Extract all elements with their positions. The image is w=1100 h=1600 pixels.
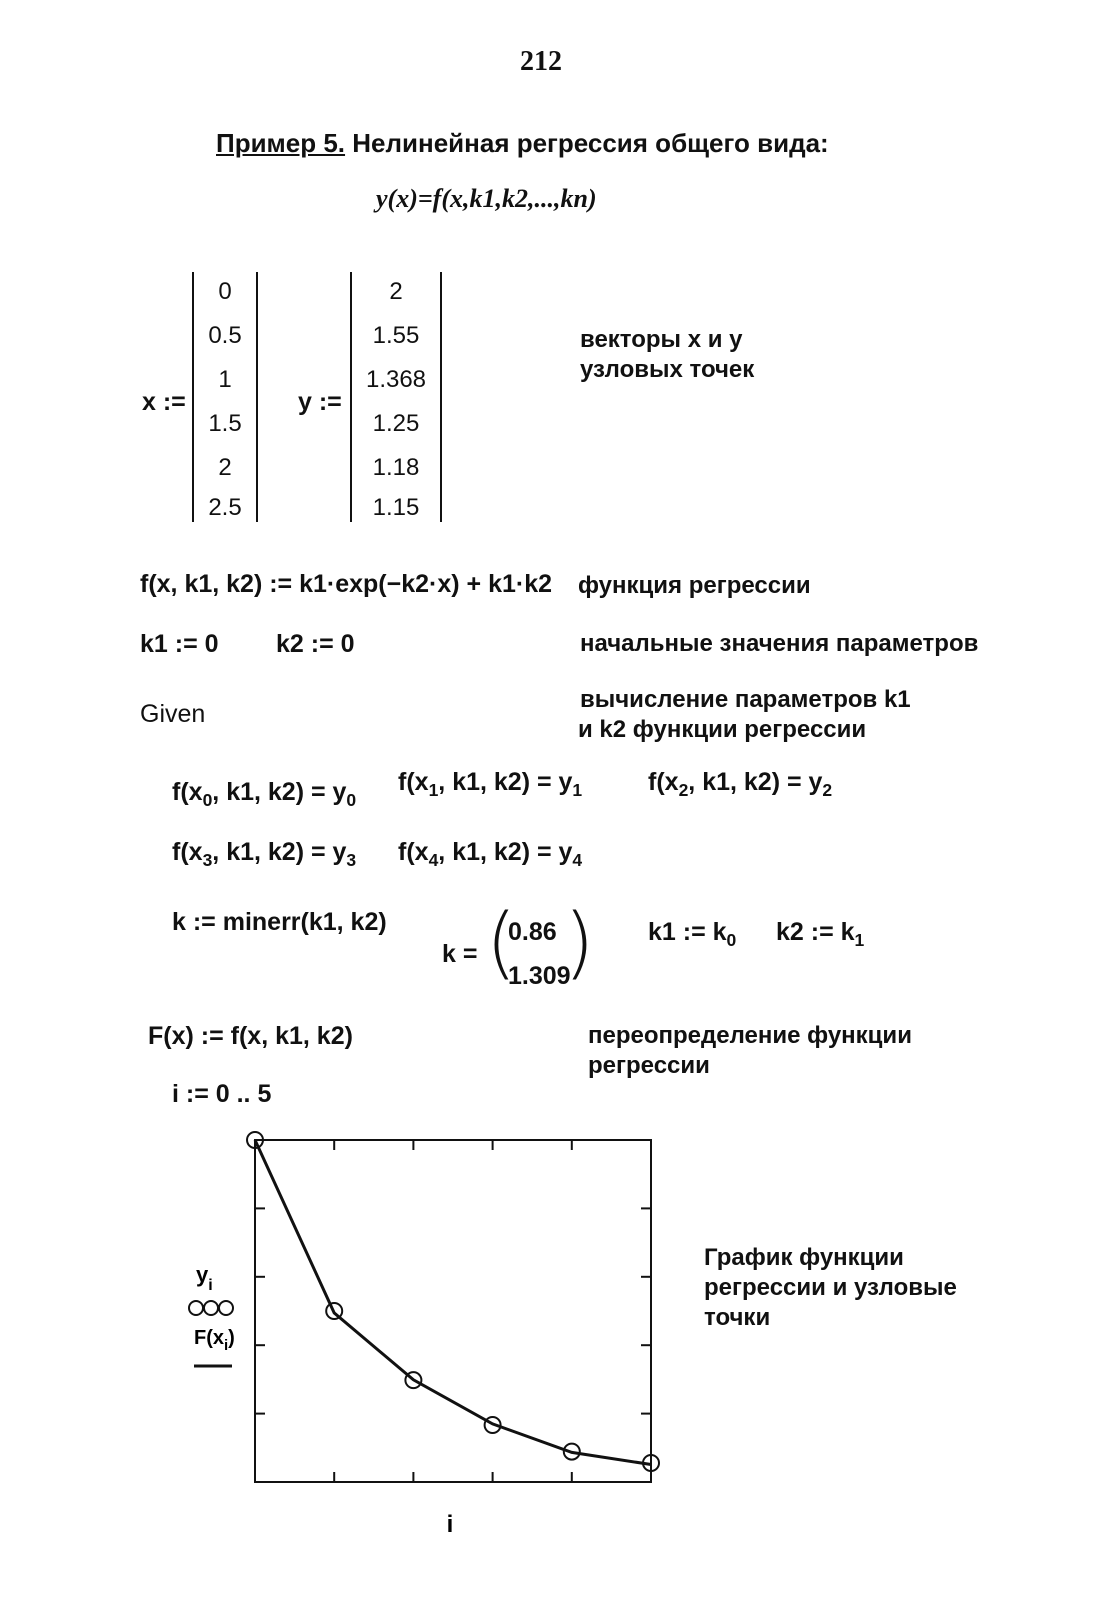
redefine-formula: F(x) := f(x, k1, k2): [148, 1022, 353, 1050]
general-formula: y(x)=f(x,k1,k2,...,kn): [376, 184, 597, 213]
vectors-comment-line1: векторы x и y: [580, 326, 743, 353]
chart-ticks: [255, 1140, 651, 1482]
x-value: 0: [218, 278, 232, 305]
legend-circle-markers: [189, 1301, 233, 1315]
chart-frame: [255, 1140, 651, 1482]
legend-f: $F(x_i)$: [194, 1327, 235, 1354]
regression-curve: [255, 1140, 651, 1465]
y-vector: [350, 272, 442, 522]
function-definition: f(x, k1, k2) := k1·exp(−k2·x) + k1·k2: [140, 570, 553, 598]
x-vector: [192, 272, 258, 522]
y-value: 1.368: [365, 366, 427, 393]
range-definition: i := 0 .. 5: [172, 1080, 272, 1108]
page-number: 212: [520, 46, 562, 77]
data-markers: [247, 1132, 659, 1471]
k2-initial: k2 := 0: [276, 630, 355, 658]
equation-1: $f(x_1$, k1, $k2) = y_1$: [398, 768, 583, 801]
k-result-value: 0.86: [508, 918, 557, 946]
right-paren: ): [564, 898, 595, 988]
given-keyword: Given: [140, 700, 206, 728]
given-comment-line2: и k2 функции регрессии: [578, 716, 867, 743]
k2-assign: k2 := $k_1$: [776, 918, 865, 951]
vectors-comment-line2: узловых точек: [580, 356, 755, 383]
x-value: 1.5: [208, 410, 242, 437]
y-value: 1.25: [372, 410, 420, 437]
x-value: 2.5: [208, 494, 242, 521]
regression-chart: [180, 1130, 680, 1550]
chart-caption-line1: График функции: [704, 1244, 904, 1271]
left-paren: (: [486, 898, 517, 988]
redefine-comment-line2: регрессии: [588, 1052, 710, 1079]
x-value: 0.5: [208, 322, 242, 349]
k-result-value: 1.309: [508, 962, 571, 990]
x-axis-label: i: [446, 1511, 454, 1538]
equation-2: $f(x_2$, k1, $k2) = y_2$: [648, 768, 833, 801]
k1-assign: k1 := $k_0$: [648, 918, 737, 951]
equation-4: $f(x_4$, k1, $k2) = y_4$: [398, 838, 583, 871]
x-vector-label: x :=: [142, 388, 186, 416]
chart-caption-line2: регрессии и узловые: [704, 1274, 957, 1301]
function-comment: функция регрессии: [578, 572, 811, 599]
x-value: 1: [218, 366, 232, 393]
minerr-call: k := minerr(k1, k2): [172, 908, 387, 936]
y-value: 2: [389, 278, 403, 305]
given-comment-line1: вычисление параметров k1: [580, 686, 911, 713]
chart-caption-line3: точки: [704, 1304, 771, 1331]
example-heading: Нелинейная регрессия общего вида:: [345, 128, 829, 158]
equation-0: $f(x_0$, k1, $k2) = y_0$: [172, 778, 357, 811]
redefine-comment-line1: переопределение функции: [588, 1022, 912, 1049]
k1-initial: k1 := 0: [140, 630, 219, 658]
y-vector-label: y :=: [298, 388, 342, 416]
x-value: 2: [218, 454, 232, 481]
equation-3: $f(x_3$, k1, $k2) = y_3$: [172, 838, 357, 871]
k-result-label: k =: [442, 940, 478, 968]
y-value: 1.18: [372, 454, 420, 481]
example-title: [216, 128, 829, 159]
example-label: Пример 5.: [216, 128, 346, 158]
legend-y: $y_i$: [196, 1262, 213, 1294]
y-value: 1.15: [372, 494, 420, 521]
initial-values-comment: начальные значения параметров: [580, 630, 979, 657]
y-value: 1.55: [372, 322, 420, 349]
